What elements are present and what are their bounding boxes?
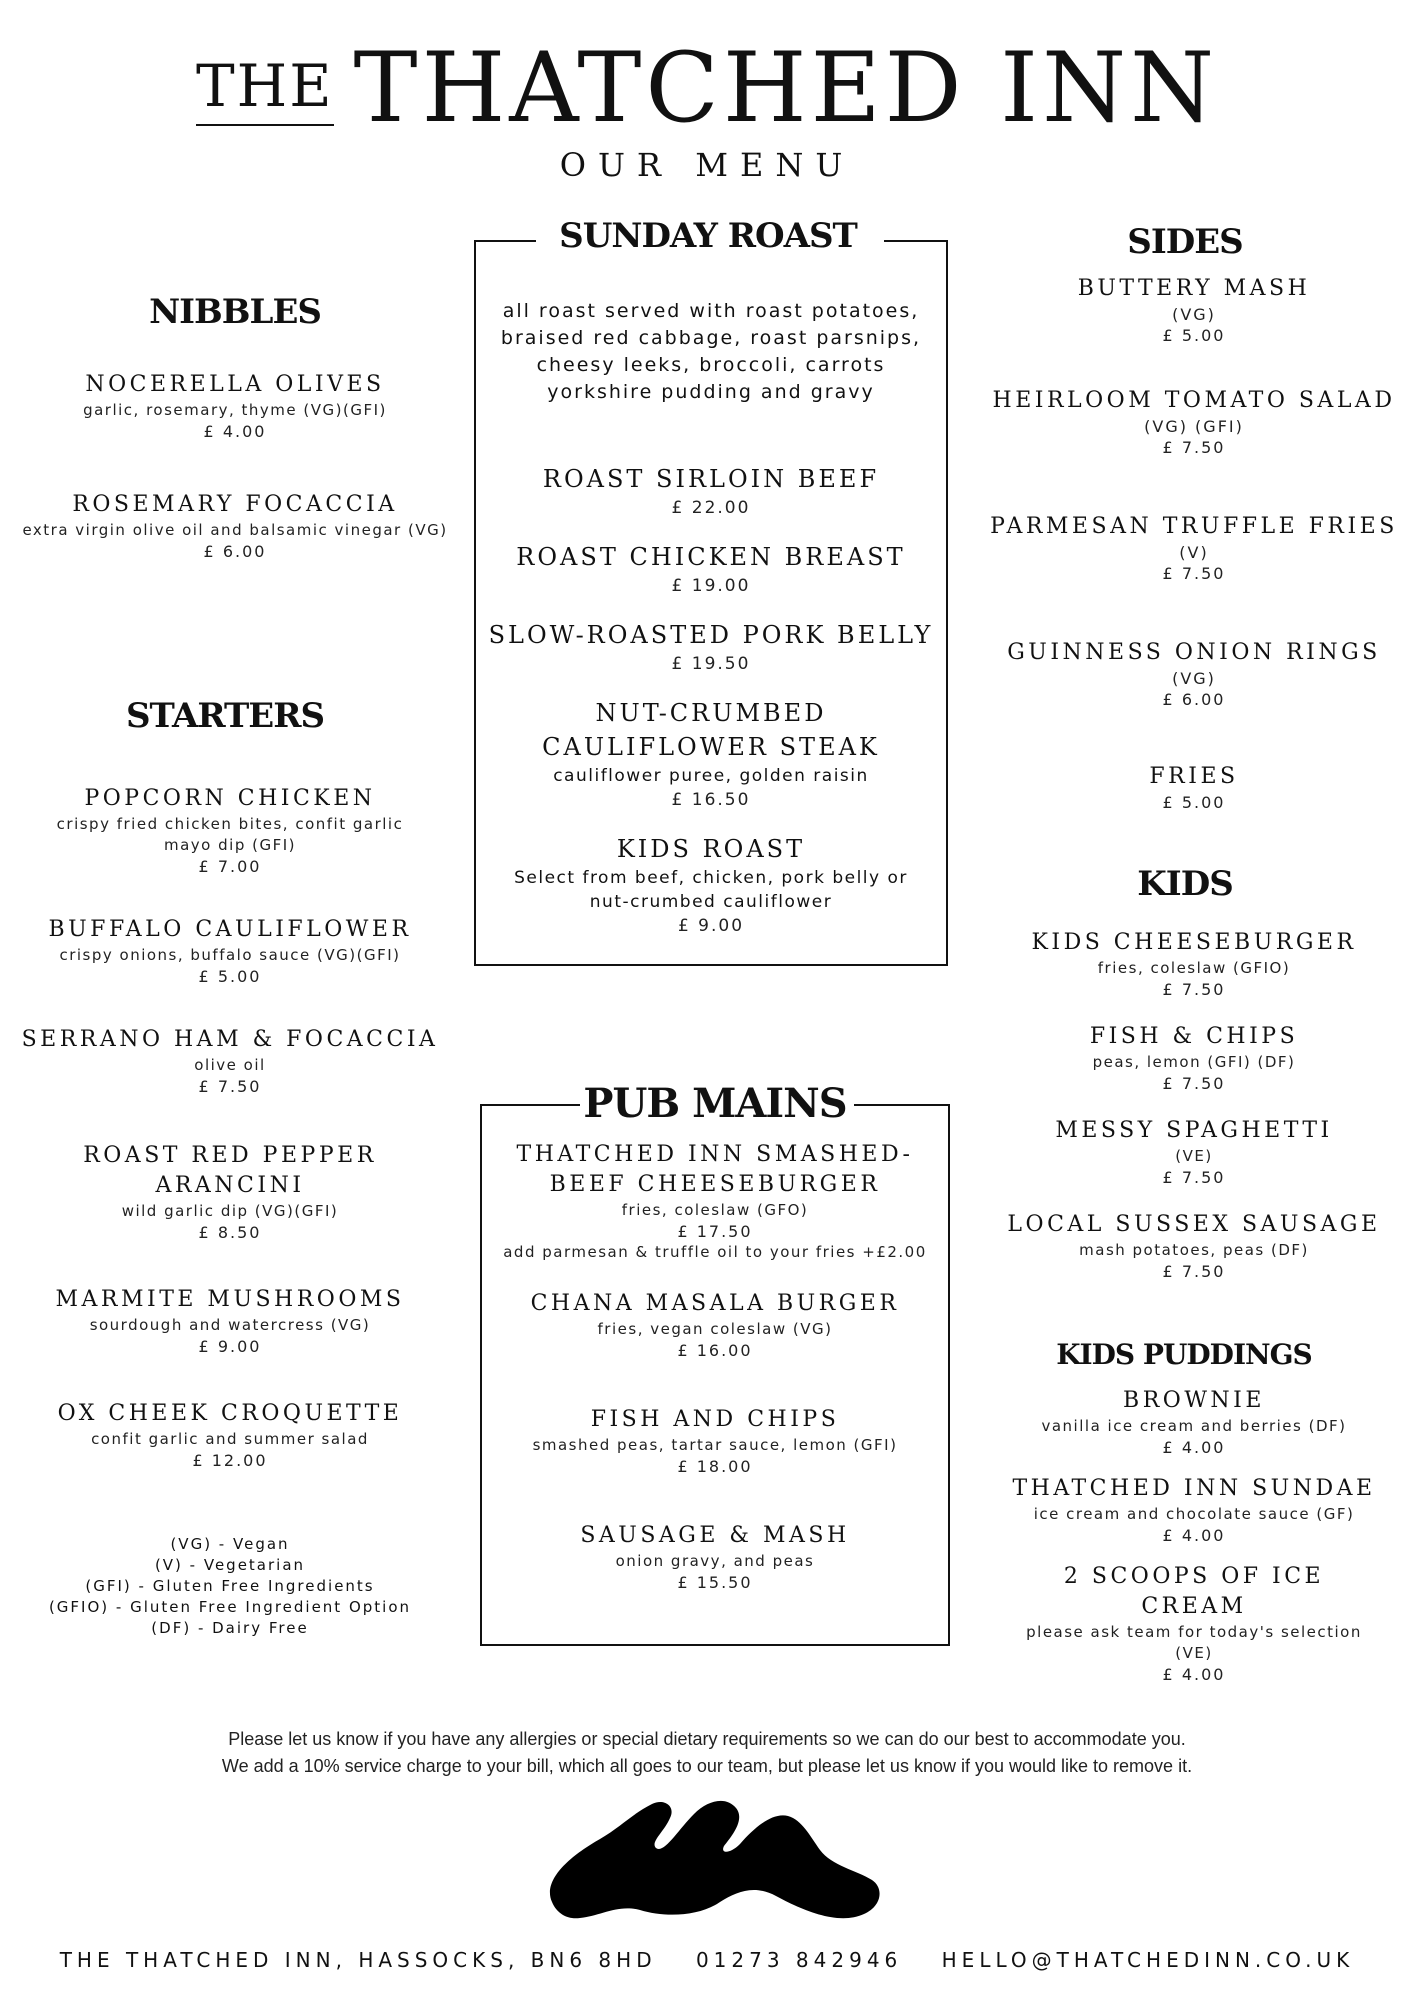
- menu-item: [20, 490, 450, 562]
- menu-item: [476, 618, 946, 676]
- item-desc: confit garlic and summer salad: [91, 1430, 369, 1448]
- item-desc: olive oil: [194, 1056, 266, 1074]
- item-desc: peas, lemon (GFI) (DF): [1092, 1053, 1296, 1071]
- roast-intro-line: cheesy leeks, broccoli, carrots: [536, 354, 886, 376]
- brand-the: THE: [196, 52, 334, 126]
- item-desc: extra virgin olive oil and balsamic vinegar (VG): [22, 521, 448, 539]
- item-price: £ 15.50: [677, 1573, 753, 1592]
- item-name: POPCORN CHICKEN: [84, 786, 376, 811]
- item-name: BUTTERY MASH: [1077, 276, 1311, 301]
- service-charge-note: We add a 10% service charge to your bill, which all goes to our team, but please let us know if you would like to remove it.: [221, 1756, 1193, 1776]
- item-name: PARMESAN TRUFFLE FRIES: [990, 514, 1398, 539]
- item-desc: garlic, rosemary, thyme (VG)(GFI): [83, 401, 387, 419]
- item-name: SAUSAGE & MASH: [580, 1523, 850, 1548]
- item-price: £ 19.00: [671, 576, 751, 596]
- footer-email[interactable]: HELLO@THATCHEDINN.CO.UK: [941, 1948, 1355, 1972]
- brand-name: THATCHED INN: [353, 32, 1219, 144]
- menu-item: [974, 1386, 1414, 1458]
- pub-mains-list: [482, 1140, 948, 1593]
- brand-mark-icon: [540, 1784, 890, 1924]
- nibbles-list: [20, 370, 450, 562]
- menu-item: [974, 928, 1414, 1000]
- item-name: MESSY SPAGHETTI: [1055, 1118, 1333, 1143]
- item-price: £ 7.50: [1162, 438, 1226, 457]
- item-name: FISH & CHIPS: [1089, 1024, 1299, 1049]
- item-price: £ 7.50: [1162, 564, 1226, 583]
- menu-item: [10, 1285, 450, 1357]
- menu-item: [476, 540, 946, 598]
- item-name: NUT-CRUMBED CAULIFLOWER STEAK: [542, 699, 880, 761]
- menu-item: [482, 1140, 948, 1263]
- item-desc: smashed peas, tartar sauce, lemon (GFI): [532, 1436, 898, 1454]
- item-price: £ 7.50: [1162, 1074, 1226, 1093]
- menu-item: [974, 274, 1414, 346]
- legend-line: (DF) - Dairy Free: [151, 1619, 309, 1637]
- item-price: £ 18.00: [677, 1457, 753, 1476]
- item-name: MARMITE MUSHROOMS: [55, 1287, 405, 1312]
- item-name: ROAST SIRLOIN BEEF: [542, 465, 880, 493]
- item-price: £ 22.00: [671, 498, 751, 518]
- item-price: £ 5.00: [198, 967, 262, 986]
- item-price: £ 7.50: [1162, 1168, 1226, 1187]
- menu-item: [476, 832, 946, 938]
- item-price: £ 9.00: [198, 1337, 262, 1356]
- item-price: £ 7.00: [198, 857, 262, 876]
- menu-subtitle: OUR MENU: [559, 146, 855, 184]
- item-name: BUFFALO CAULIFLOWER: [48, 917, 412, 942]
- item-desc: (VG): [1172, 669, 1216, 688]
- item-price: £ 5.00: [1162, 793, 1226, 812]
- item-desc: wild garlic dip (VG)(GFI): [121, 1202, 339, 1220]
- item-extra: add parmesan & truffle oil to your fries +£2.00: [503, 1243, 927, 1261]
- starters-list: [10, 784, 450, 1471]
- menu-item: [974, 638, 1414, 710]
- nibbles-heading: NIBBLES: [149, 292, 321, 332]
- legend-line: (V) - Vegetarian: [154, 1556, 306, 1574]
- menu-item: [10, 1399, 450, 1471]
- sunday-roast-list: [476, 462, 946, 938]
- item-name: THATCHED INN SMASHED-BEEF CHEESEBURGER: [516, 1142, 914, 1197]
- brand-logo: [0, 32, 1414, 144]
- item-name: THATCHED INN SUNDAE: [1012, 1476, 1376, 1501]
- menu-item: [974, 1210, 1414, 1282]
- legend-line: (VG) - Vegan: [170, 1535, 290, 1553]
- item-desc: mash potatoes, peas (DF): [1079, 1241, 1309, 1259]
- roast-intro-line: all roast served with roast potatoes,: [502, 300, 920, 322]
- item-name: ROSEMARY FOCACCIA: [72, 492, 398, 517]
- item-name: SLOW-ROASTED PORK BELLY: [488, 621, 934, 649]
- item-desc: sourdough and watercress (VG): [89, 1316, 371, 1334]
- footer-address: THE THATCHED INN, HASSOCKS, BN6 8HD: [59, 1948, 657, 1972]
- item-name: NOCERELLA OLIVES: [85, 372, 385, 397]
- starters-heading: STARTERS: [125, 696, 325, 736]
- menu-item: [482, 1405, 948, 1477]
- item-price: £ 7.50: [198, 1077, 262, 1096]
- item-price: £ 9.00: [677, 916, 745, 936]
- item-desc: (VG) (GFI): [1144, 417, 1244, 436]
- item-price: £ 4.00: [1162, 1665, 1226, 1684]
- item-name: OX CHEEK CROQUETTE: [57, 1401, 403, 1426]
- item-name: 2 SCOOPS OF ICE CREAM: [1063, 1564, 1325, 1619]
- item-desc: fries, coleslaw (GFO): [621, 1201, 809, 1219]
- allergy-note: Please let us know if you have any allergies or special dietary requirements so we can do our best to accommodate you.: [228, 1729, 1186, 1749]
- sunday-roast-heading: SUNDAY ROAST: [559, 216, 857, 256]
- item-name: FRIES: [1149, 764, 1239, 789]
- item-desc: cauliflower puree, golden raisin: [553, 766, 869, 786]
- pub-mains-heading: PUB MAINS: [583, 1080, 847, 1127]
- menu-item: [974, 1474, 1414, 1546]
- item-desc: fries, coleslaw (GFIO): [1097, 959, 1291, 977]
- menu-item: [20, 370, 450, 442]
- menu-item: [482, 1521, 948, 1593]
- legend-line: (GFIO) - Gluten Free Ingredient Option: [48, 1598, 412, 1616]
- item-price: £ 4.00: [1162, 1438, 1226, 1457]
- menu-item: [974, 1562, 1414, 1685]
- kids-list: [974, 928, 1414, 1282]
- item-price: £ 17.50: [677, 1222, 753, 1241]
- item-name: KIDS CHEESEBURGER: [1031, 930, 1357, 955]
- menu-item: [476, 462, 946, 520]
- item-price: £ 8.50: [198, 1223, 262, 1242]
- kids-heading: KIDS: [1137, 864, 1233, 904]
- sides-heading: SIDES: [1127, 222, 1243, 262]
- menu-item: [974, 1116, 1414, 1188]
- sides-list: [974, 274, 1414, 813]
- allergy-notes: [0, 1726, 1414, 1780]
- footer-contact: [0, 1948, 1414, 1972]
- item-desc: (VG): [1172, 305, 1216, 324]
- item-desc: fries, vegan coleslaw (VG): [597, 1320, 833, 1338]
- kids-puddings-heading: KIDS PUDDINGS: [1056, 1338, 1312, 1371]
- item-desc: (V): [1179, 543, 1209, 562]
- menu-item: [482, 1289, 948, 1361]
- item-desc: (VE): [1175, 1147, 1213, 1165]
- menu-item: [974, 386, 1414, 458]
- item-name: LOCAL SUSSEX SAUSAGE: [1007, 1212, 1381, 1237]
- roast-intro: [476, 298, 946, 406]
- item-desc: vanilla ice cream and berries (DF): [1041, 1417, 1347, 1435]
- item-desc: onion gravy, and peas: [615, 1552, 815, 1570]
- item-name: GUINNESS ONION RINGS: [1007, 640, 1381, 665]
- item-name: ROAST RED PEPPER ARANCINI: [83, 1143, 377, 1198]
- item-price: £ 7.50: [1162, 1262, 1226, 1281]
- menu-item: [10, 915, 450, 987]
- menu-item: [974, 1022, 1414, 1094]
- item-desc: Select from beef, chicken, pork belly or nut-crumbed cauliflower: [514, 868, 908, 912]
- dietary-legend: [20, 1534, 440, 1639]
- item-desc: crispy fried chicken bites, confit garlic mayo dip (GFI): [56, 815, 404, 854]
- item-name: HEIRLOOM TOMATO SALAD: [992, 388, 1396, 413]
- item-price: £ 6.00: [1162, 690, 1226, 709]
- menu-item: [10, 1025, 450, 1097]
- item-price: £ 16.50: [671, 790, 751, 810]
- item-name: KIDS ROAST: [616, 835, 806, 863]
- item-desc: please ask team for today's selection (VE): [1026, 1623, 1362, 1662]
- item-price: £ 6.00: [203, 542, 267, 561]
- item-name: SERRANO HAM & FOCACCIA: [21, 1027, 439, 1052]
- item-price: £ 4.00: [1162, 1526, 1226, 1545]
- menu-item: [476, 696, 946, 812]
- item-price: £ 7.50: [1162, 980, 1226, 999]
- item-name: ROAST CHICKEN BREAST: [516, 543, 906, 571]
- item-price: £ 4.00: [203, 422, 267, 441]
- menu-item: [10, 1141, 450, 1243]
- item-price: £ 5.00: [1162, 326, 1226, 345]
- item-name: FISH AND CHIPS: [590, 1407, 840, 1432]
- kids-puddings-list: [974, 1386, 1414, 1685]
- menu-item: [974, 512, 1414, 584]
- item-desc: crispy onions, buffalo sauce (VG)(GFI): [59, 946, 401, 964]
- item-price: £ 12.00: [192, 1451, 268, 1470]
- footer-phone[interactable]: 01273 842946: [695, 1948, 903, 1972]
- roast-intro-line: yorkshire pudding and gravy: [547, 381, 875, 403]
- menu-item: [974, 762, 1414, 813]
- menu-item: [10, 784, 450, 877]
- legend-line: (GFI) - Gluten Free Ingredients: [85, 1577, 375, 1595]
- item-price: £ 19.50: [671, 654, 751, 674]
- item-desc: ice cream and chocolate sauce (GF): [1033, 1505, 1355, 1523]
- item-price: £ 16.00: [677, 1341, 753, 1360]
- roast-intro-line: braised red cabbage, roast parsnips,: [500, 327, 922, 349]
- item-name: BROWNIE: [1123, 1388, 1265, 1413]
- item-name: CHANA MASALA BURGER: [530, 1291, 900, 1316]
